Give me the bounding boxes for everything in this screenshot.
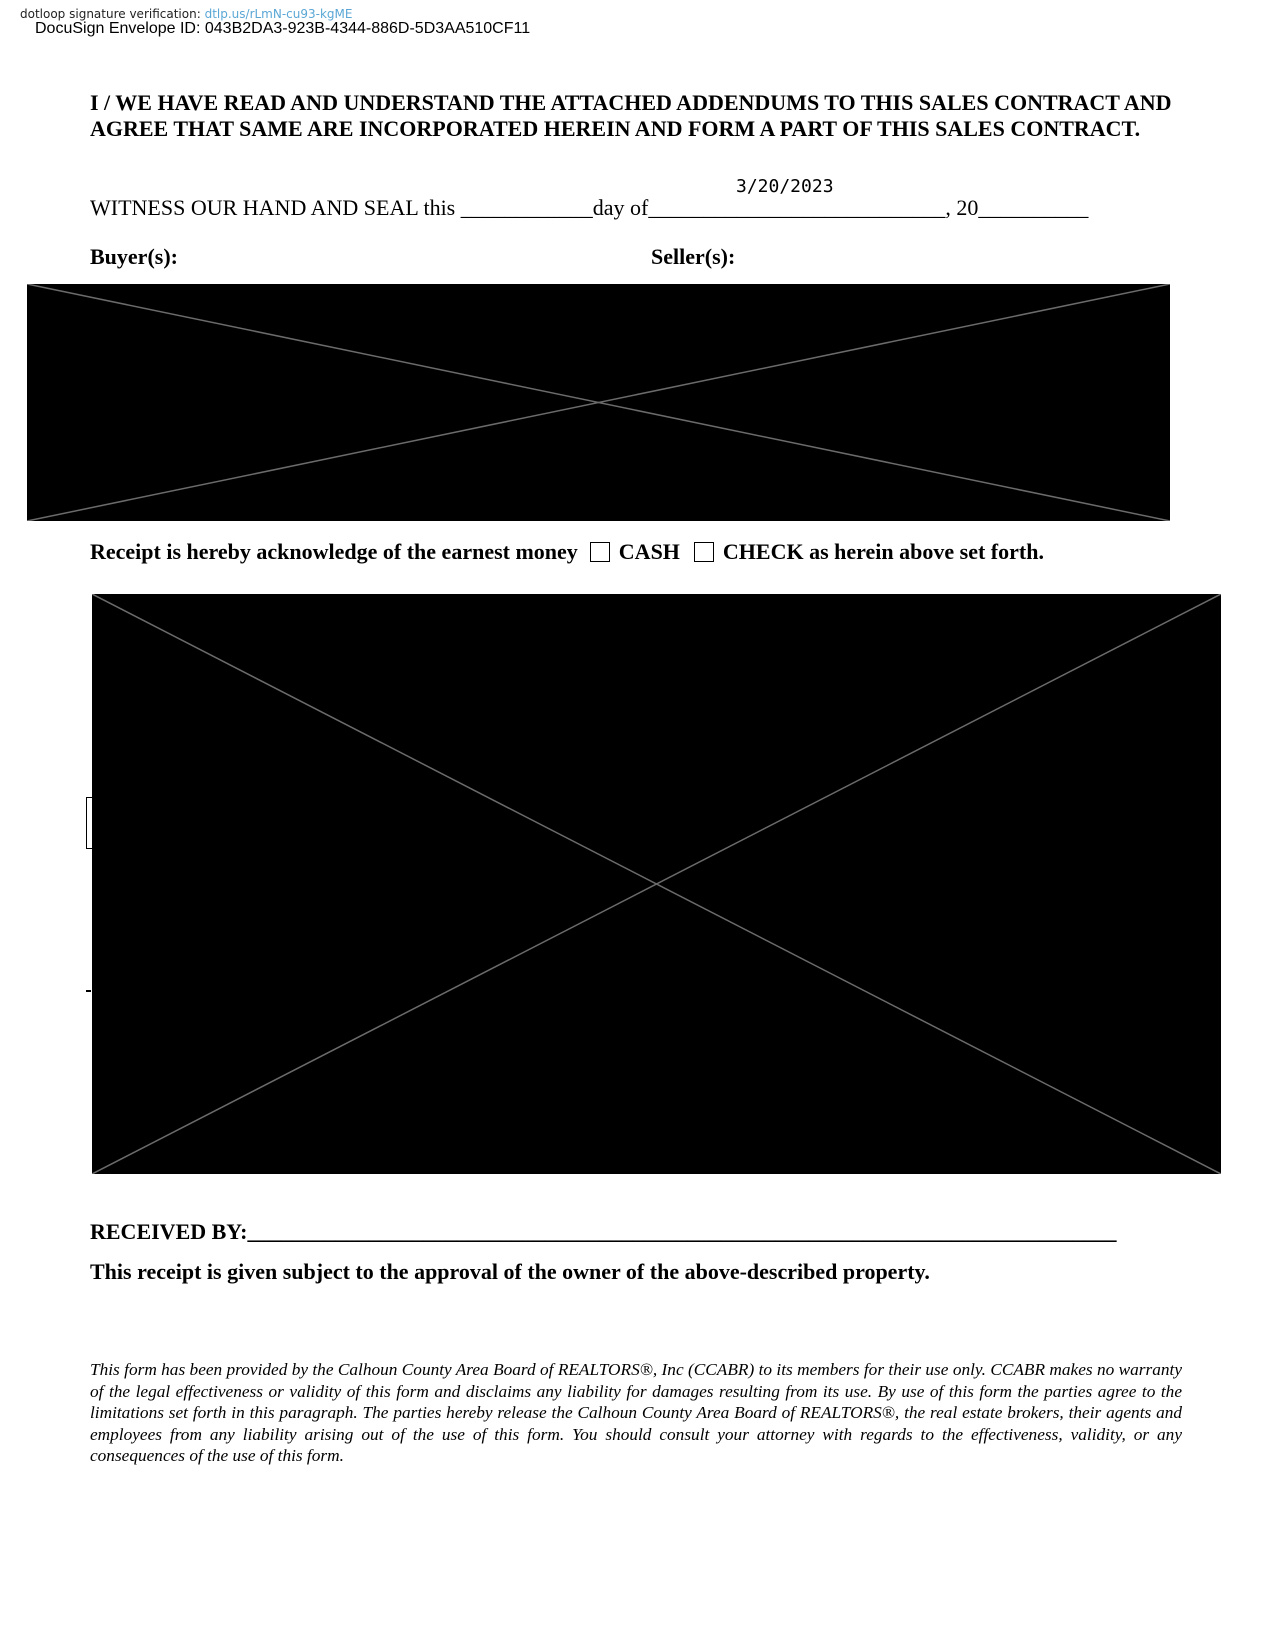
buyer-label: Buyer(s): [90,244,178,269]
cash-label: CASH [618,539,680,564]
partial-line-edge [86,990,91,992]
redaction-cross [27,284,1170,521]
form-disclaimer: This form has been provided by the Calhoun County Area Board of REALTORS®, Inc (CCABR) to its members for their use only. CCABR makes no warranty of the legal effectiveness or validity of this form and disclaims any liability for damages resulting from its use. By use of this form the parties agree to the limitations set forth in this paragraph. The parties hereby release the Calhoun County Area Board of REALTORS®, the real estate brokers, their agents and employees from any liability arising out of the use of this form. You should consult your attorney with regards to the effectiveness, validity, or any consequences of the use of this form. [90,1360,1182,1465]
receipt-text: Receipt is hereby acknowledge of the earnest money [90,539,578,564]
seller-label: Seller(s): [651,244,736,269]
addendum-acknowledgement: I / WE HAVE READ AND UNDERSTAND THE ATTACHED ADDENDUMS TO THIS SALES CONTRACT AND AGREE THAT SAME ARE INCORPORATED HEREIN AND FORM A PART OF THIS SALES CONTRACT. [90,90,1172,141]
approval-note: This receipt is given subject to the approval of the owner of the above-described property. [90,1259,930,1284]
verification-label: dotloop signature verification: [20,7,201,21]
check-label: CHECK as herein above set forth. [722,539,1044,564]
envelope-id: DocuSign Envelope ID: 043B2DA3-923B-4344-886D-5D3AA510CF11 [35,20,531,37]
redacted-receipt-details [92,594,1221,1174]
cash-checkbox[interactable] [590,542,610,562]
redacted-signatures [27,284,1170,521]
signature-verification [20,7,353,21]
received-by-line: RECEIVED BY:_______________________________________________________________________________ [90,1219,1117,1244]
signed-date: 3/20/2023 [736,176,834,197]
check-checkbox[interactable] [694,542,714,562]
redaction-cross [92,594,1221,1174]
earnest-money-receipt [90,539,1044,565]
verification-link[interactable]: dtlp.us/rLmN-cu93-kgME [204,7,353,21]
witness-line: WITNESS OUR HAND AND SEAL this ____________day of___________________________, 20__________ [90,195,1089,220]
